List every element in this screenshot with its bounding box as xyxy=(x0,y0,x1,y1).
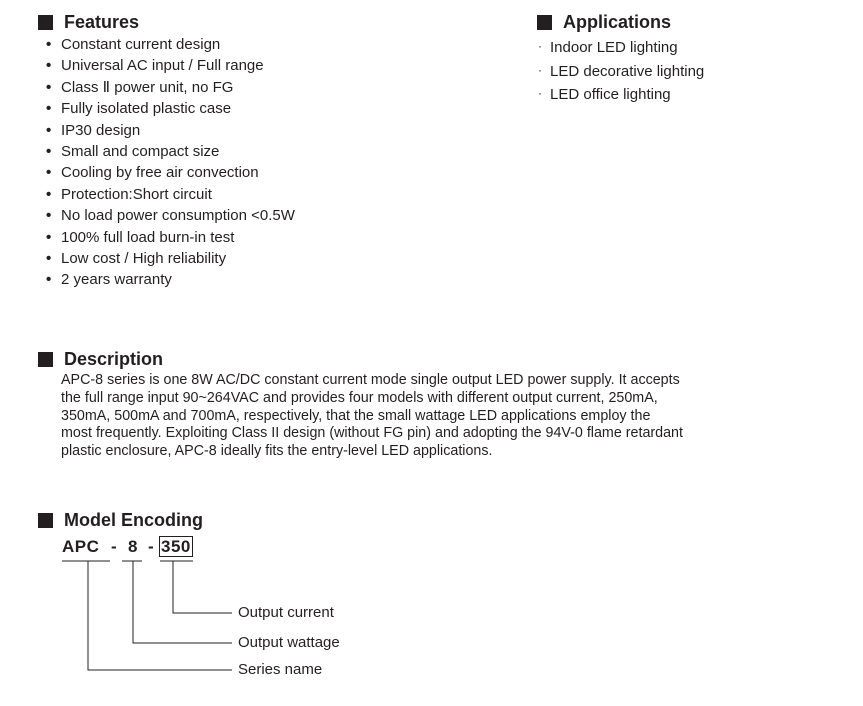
description-title: Description xyxy=(64,349,164,369)
list-item: • Small and compact size xyxy=(46,141,295,162)
bullet-icon: • xyxy=(46,142,52,160)
list-item: • 100% full load burn-in test xyxy=(46,227,295,248)
series-name-label: Series name xyxy=(238,661,323,678)
bullet-icon: • xyxy=(46,271,52,289)
bullet-icon: • xyxy=(46,185,52,203)
model-code-wattage: 8 xyxy=(128,537,138,556)
list-item: • Constant current design xyxy=(46,34,295,55)
description-line: APC-8 series is one 8W AC/DC constant current mode single output LED power supply. It accepts xyxy=(61,372,680,388)
bullet-icon: • xyxy=(46,249,52,267)
output-wattage-label: Output wattage xyxy=(238,634,340,651)
description-line: 350mA, 500mA and 700mA, respectively, that the small wattage LED applications employ the xyxy=(61,407,651,424)
series-leader-line xyxy=(88,561,232,670)
list-item: • Protection:Short circuit xyxy=(46,184,295,205)
current-leader-line xyxy=(173,561,232,613)
list-item: • IP30 design xyxy=(46,120,295,141)
bullet-icon: • xyxy=(46,121,52,139)
list-item: • Cooling by free air convection xyxy=(46,162,295,183)
list-item: · LED decorative lighting xyxy=(538,60,704,84)
bullet-icon: • xyxy=(46,57,52,75)
bullet-icon: • xyxy=(46,78,52,96)
output-current-label: Output current xyxy=(238,604,334,621)
bullet-icon: • xyxy=(46,207,52,225)
model-encoding-title: Model Encoding xyxy=(64,510,203,530)
model-code-series: APC xyxy=(62,537,100,556)
bullet-icon: • xyxy=(46,36,52,53)
list-item: • Fully isolated plastic case xyxy=(46,98,295,119)
bullet-icon: • xyxy=(46,228,52,246)
list-item: · Indoor LED lighting xyxy=(538,36,704,60)
list-item: · LED office lighting xyxy=(538,83,704,107)
wattage-leader-line xyxy=(133,561,232,643)
list-item: • No load power consumption <0.5W xyxy=(46,205,295,226)
bullet-icon: · xyxy=(538,62,542,77)
model-code-separator: - xyxy=(111,537,118,556)
applications-title: Applications xyxy=(563,12,672,32)
list-item: • 2 years warranty xyxy=(46,269,295,290)
description-line: most frequently. Exploiting Class II design (without FG pin) and adopting the 94V-0 flame retardant xyxy=(61,425,683,442)
description-line: the full range input 90~264VAC and provides four models with different output current, 250mA, xyxy=(61,389,658,406)
bullet-icon: · xyxy=(538,39,542,53)
bullet-icon: • xyxy=(46,100,52,118)
list-item: • Universal AC input / Full range xyxy=(46,55,295,76)
model-code-current-box: 350 xyxy=(161,537,191,556)
list-item: • Low cost / High reliability xyxy=(46,248,295,269)
description-line: plastic enclosure, APC-8 ideally fits the entry-level LED applications. xyxy=(61,443,493,460)
list-item: • Class Ⅱ power unit, no FG xyxy=(46,77,295,98)
bullet-icon: • xyxy=(46,164,52,182)
bullet-icon: · xyxy=(538,86,542,100)
features-title: Features xyxy=(64,12,140,32)
model-code-separator: - xyxy=(148,537,155,556)
